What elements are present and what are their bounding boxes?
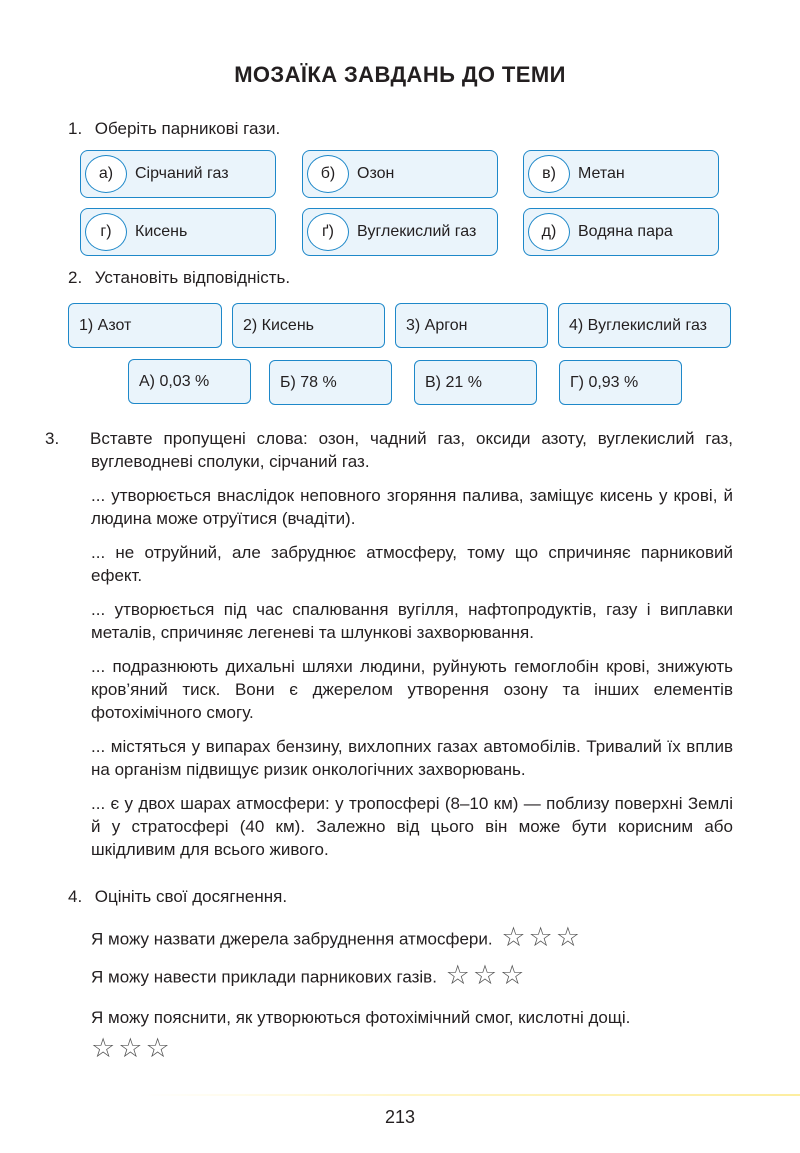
- fill-in-paragraph-1: ... утворюється внаслідок неповного згоряння палива, заміщує кисень у крові, й людина може отруїтися (вчадіти).: [91, 486, 733, 528]
- self-assessment-1: [91, 924, 733, 956]
- star-icon[interactable]: ☆: [145, 1033, 170, 1064]
- question-4-number: 4.: [68, 887, 83, 906]
- question-2-number: 2.: [68, 268, 83, 287]
- option-v-label: Метан: [578, 165, 625, 182]
- self-assessment-3: [91, 1005, 733, 1065]
- option-g-ukr-marker: ґ): [307, 213, 349, 251]
- option-b[interactable]: [302, 150, 498, 198]
- option-a-label: Сірчаний газ: [135, 165, 229, 182]
- question-1: [68, 118, 733, 140]
- option-b-label: Озон: [357, 165, 395, 182]
- option-b-marker: б): [307, 155, 349, 193]
- page-title: МОЗАЇКА ЗАВДАНЬ ДО ТЕМИ: [234, 62, 566, 87]
- match-answer-v[interactable]: В) 21 %: [414, 360, 537, 405]
- star-icon[interactable]: ☆: [500, 960, 525, 991]
- star-icon[interactable]: ☆: [118, 1033, 143, 1064]
- option-g-marker: г): [85, 213, 127, 251]
- self-assessment-2-text: Я можу навести приклади парникових газів.: [91, 967, 437, 987]
- fill-in-paragraph-6: ... є у двох шарах атмосфери: у тропосфері (8–10 км) — поблизу поверхні Землі й у стратосфері (40 км). Залежно від цього він може бути корисним або шкідливим для всього живого.: [91, 794, 733, 859]
- match-item-4[interactable]: 4) Вуглекислий газ: [558, 303, 731, 348]
- match-answer-a[interactable]: А) 0,03 %: [128, 359, 251, 404]
- option-d-label: Водяна пара: [578, 223, 673, 240]
- fill-in-paragraph-2: ... не отруйний, але забруднює атмосферу, тому що спричиняє парниковий ефект.: [91, 543, 733, 585]
- option-d-marker: д): [528, 213, 570, 251]
- option-v[interactable]: [523, 150, 719, 198]
- option-g-label: Кисень: [135, 223, 188, 240]
- star-icon[interactable]: ☆: [472, 960, 498, 991]
- fill-in-paragraph-5: ... містяться у випарах бензину, вихлопних газах автомобілів. Тривалий їх вплив на організм підвищує ризик онкологічних захворювань.: [91, 737, 733, 779]
- option-a-marker: а): [85, 155, 127, 193]
- option-g[interactable]: [80, 208, 276, 256]
- match-item-1[interactable]: 1) Азот: [68, 303, 222, 348]
- question-1-text: Оберіть парникові гази.: [94, 119, 281, 138]
- star-icon[interactable]: ☆: [445, 960, 470, 991]
- star-icon[interactable]: ☆: [528, 922, 553, 953]
- question-4-text: Оцініть свої досягнення.: [94, 887, 288, 906]
- fill-in-paragraph-3: ... утворюється під час спалювання вугілля, нафтопродуктів, газу і виплавки металів, спричиняє легеневі та шлункові захворювання.: [91, 600, 733, 642]
- star-icon[interactable]: ☆: [91, 1033, 116, 1064]
- option-v-marker: в): [528, 155, 570, 193]
- match-item-2[interactable]: 2) Кисень: [232, 303, 385, 348]
- question-2-text: Установіть відповідність.: [94, 268, 291, 287]
- option-g-ukr[interactable]: [302, 208, 498, 256]
- fill-in-paragraph-4: ... подразнюють дихальні шляхи людини, руйнують гемоглобін крові, знижують кров’яний тиск. Вони є джерелом утворення озону та інших елементів фотохімічного смогу.: [91, 657, 733, 722]
- question-1-number: 1.: [68, 119, 83, 138]
- page-number: 213: [384, 1107, 416, 1127]
- question-3-text: Вставте пропущені слова: озон, чадний газ, оксиди азоту, вуглекислий газ, вуглеводневі сполуки, сірчаний газ.: [90, 429, 733, 471]
- star-icon[interactable]: ☆: [555, 922, 580, 953]
- question-3: [45, 427, 733, 473]
- question-2: [68, 267, 733, 289]
- self-assessment-2: [91, 962, 733, 994]
- option-g-ukr-label: Вуглекислий газ: [357, 223, 477, 240]
- rating-stars-2: [446, 962, 528, 994]
- rating-stars-3: [91, 1035, 733, 1065]
- self-assessment-3-text: Я можу пояснити, як утворюються фотохімічний смог, кислотні дощі.: [91, 1008, 631, 1027]
- star-icon[interactable]: ☆: [501, 922, 526, 953]
- match-answer-g[interactable]: Г) 0,93 %: [559, 360, 682, 405]
- option-a[interactable]: [80, 150, 276, 198]
- footer-rule: [140, 1094, 800, 1096]
- match-item-3[interactable]: 3) Аргон: [395, 303, 548, 348]
- question-3-number: 3.: [45, 429, 60, 448]
- self-assessment-1-text: Я можу назвати джерела забруднення атмосфери.: [91, 929, 493, 949]
- match-answer-b[interactable]: Б) 78 %: [269, 360, 392, 405]
- option-d[interactable]: [523, 208, 719, 256]
- question-4: [68, 886, 733, 908]
- rating-stars-1: [501, 924, 583, 956]
